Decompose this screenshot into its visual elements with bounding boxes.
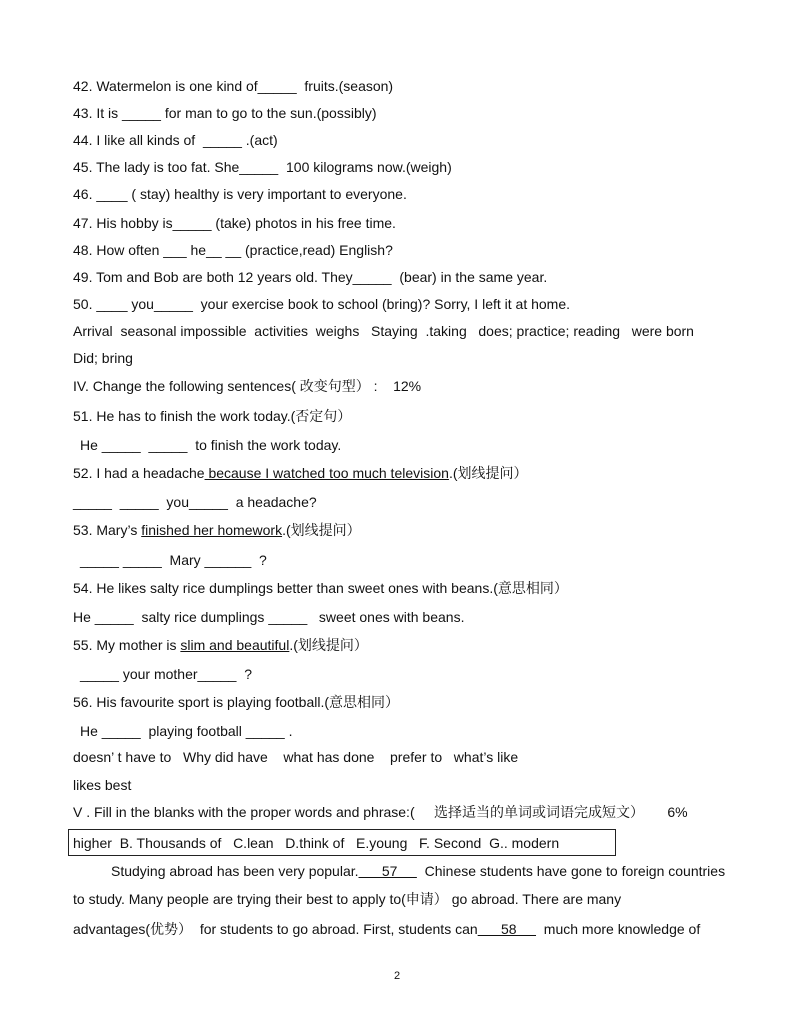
question-50: 50. ____ you_____ your exercise book to school (bring)? Sorry, I left it at home. [73, 296, 571, 312]
question-56: 56. His favourite sport is playing football.(意思相同） [73, 694, 400, 710]
passage-text: Studying abroad has been very popular. [111, 863, 359, 879]
blank-58: 58 [477, 921, 537, 937]
question-55-text: 55. My mother is [73, 637, 181, 653]
passage-text: Chinese students have gone to foreign countries [416, 863, 726, 879]
question-52-instruction: .(划线提问） [448, 465, 528, 481]
question-49: 49. Tom and Bob are both 12 years old. They_____ (bear) in the same year. [73, 269, 548, 285]
passage-line: to study. Many people are trying their best to apply to(申请） go abroad. There are many [73, 891, 622, 907]
word-bank-options: higher B. Thousands of C.lean D.think of E.young F. Second G.. modern [73, 835, 560, 851]
answer-key-line: likes best [73, 777, 132, 793]
passage-line [73, 920, 700, 938]
answer-key-line: doesn’ t have to Why did have what has done prefer to what’s like [73, 749, 519, 765]
question-44: 44. I like all kinds of _____ .(act) [73, 132, 278, 148]
question-51-blanks: He _____ _____ to finish the work today. [80, 437, 342, 453]
question-52-text: 52. I had a headache [73, 465, 205, 481]
question-55-instruction: .(划线提问） [289, 637, 368, 653]
page-number: 2 [393, 970, 401, 982]
question-53 [73, 521, 361, 539]
question-48: 48. How often ___ he__ __ (practice,read) English? [73, 242, 393, 258]
question-55 [73, 636, 368, 654]
question-53-underlined: finished her homework [141, 522, 283, 538]
question-52-blanks: _____ _____ you_____ a headache? [73, 494, 317, 510]
passage-text: advantages(优势） for students to go abroad. First, students can [73, 921, 478, 937]
question-43: 43. It is _____ for man to go to the sun.(possibly) [73, 105, 377, 121]
section-5-heading: V . Fill in the blanks with the proper words and phrase:( 选择适当的单词或词语完成短文） 6% [73, 804, 688, 820]
question-47: 47. His hobby is_____ (take) photos in his free time. [73, 215, 396, 231]
question-55-underlined: slim and beautiful [180, 637, 290, 653]
question-55-blanks: _____ your mother_____ ? [80, 666, 253, 682]
passage-line [111, 862, 725, 880]
blank-57: 57 [358, 863, 417, 879]
question-42: 42. Watermelon is one kind of_____ fruits.(season) [73, 78, 394, 94]
question-52 [73, 464, 528, 482]
question-52-underlined: because I watched too much television [204, 465, 449, 481]
question-46: 46. ____ ( stay) healthy is very important to everyone. [73, 186, 407, 202]
answer-key-line: Arrival seasonal impossible activities weighs Staying .taking does; practice; reading were born [73, 323, 694, 339]
word-bank-box [68, 829, 616, 856]
passage-text: much more knowledge of [536, 921, 701, 937]
question-53-instruction: .(划线提问） [282, 522, 361, 538]
question-53-text: 53. Mary’s [73, 522, 142, 538]
question-54: 54. He likes salty rice dumplings better than sweet ones with beans.(意思相同） [73, 580, 568, 596]
question-53-blanks: _____ _____ Mary ______ ? [80, 552, 267, 568]
question-54-blanks: He _____ salty rice dumplings _____ sweet ones with beans. [73, 609, 465, 625]
question-56-blanks: He _____ playing football _____ . [80, 723, 293, 739]
answer-key-line: Did; bring [73, 350, 133, 366]
section-4-heading: IV. Change the following sentences( 改变句型） : 12% [73, 378, 422, 394]
question-51: 51. He has to finish the work today.(否定句） [73, 408, 352, 424]
question-45: 45. The lady is too fat. She_____ 100 kilograms now.(weigh) [73, 159, 452, 175]
